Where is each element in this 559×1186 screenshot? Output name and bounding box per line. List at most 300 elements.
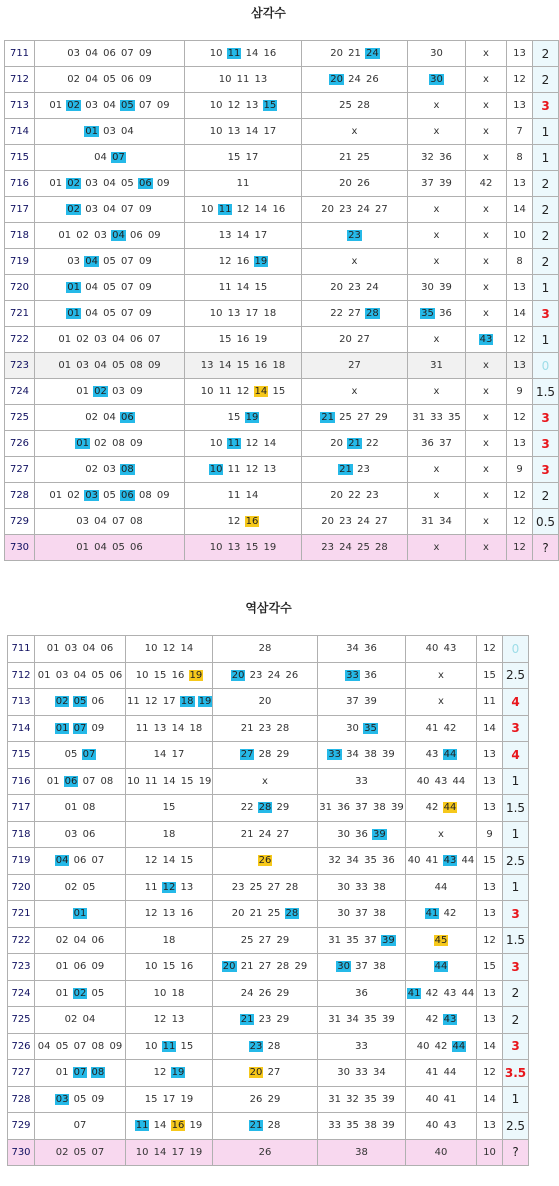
number-group-cell (35, 145, 185, 171)
highlighted-number: 35 (364, 722, 377, 734)
number-group-cell (318, 1113, 406, 1140)
highlighted-number: 24 (366, 48, 379, 59)
number: 31 (328, 1014, 341, 1026)
number-group-cell (466, 275, 507, 301)
table-row (5, 119, 559, 145)
number: 41 (425, 855, 439, 867)
round-number: 726 (8, 1033, 35, 1060)
number: 12 (227, 100, 241, 111)
number-group-cell (35, 1113, 126, 1140)
table-row (5, 431, 559, 457)
count-cell: 8 (507, 249, 533, 275)
number: 19 (189, 1120, 203, 1132)
number: 41 (443, 1093, 457, 1105)
round-number: 719 (5, 249, 35, 275)
number-group-cell (302, 379, 408, 405)
number: 27 (267, 1067, 281, 1079)
round-number: 730 (8, 1139, 35, 1166)
number: 27 (357, 412, 370, 423)
number-group-cell (126, 1086, 213, 1113)
number: 16 (236, 256, 250, 267)
number-group-cell (35, 901, 126, 928)
number: 33 (430, 412, 443, 423)
number: 06 (130, 334, 143, 345)
number: 32 (346, 1093, 359, 1105)
number: 07 (138, 100, 152, 111)
number-group-cell (406, 1007, 477, 1034)
table-row (5, 509, 559, 535)
number: 35 (346, 1120, 359, 1132)
number-group-cell (466, 145, 507, 171)
number: 27 (375, 516, 388, 527)
number-group-cell (302, 301, 408, 327)
number: 07 (121, 282, 134, 293)
number-group-cell (35, 379, 185, 405)
number: 23 (339, 204, 352, 215)
round-number: 719 (8, 848, 35, 875)
number-group-cell (408, 405, 466, 431)
number: x (483, 464, 489, 475)
number-group-cell (302, 431, 408, 457)
number: 04 (85, 48, 98, 59)
table-row (5, 301, 559, 327)
round-number: 728 (5, 483, 35, 509)
number-group-cell (35, 795, 126, 822)
round-number: 721 (5, 301, 35, 327)
table-row (8, 954, 529, 981)
number: 42 (425, 802, 439, 814)
number: x (433, 334, 440, 345)
count-cell: 15 (477, 662, 503, 689)
number-group-cell (35, 67, 185, 93)
number-group-cell (302, 535, 408, 561)
number: 21 (240, 722, 254, 734)
highlighted-number: 01 (76, 438, 89, 449)
round-number: 718 (5, 223, 35, 249)
number: 33 (355, 881, 368, 893)
number-group-cell (213, 768, 318, 795)
number: 23 (348, 282, 361, 293)
highlighted-number: 19 (171, 1067, 185, 1079)
number: 23 (366, 490, 379, 501)
number: 14 (236, 230, 250, 241)
number: 08 (138, 490, 152, 501)
round-number: 729 (8, 1113, 35, 1140)
number-group-cell (466, 93, 507, 119)
number-group-cell (406, 662, 477, 689)
number: x (351, 386, 358, 397)
number: 13 (227, 542, 241, 553)
section-title-triangular: 삼각수 (251, 6, 286, 20)
number: 09 (91, 1093, 105, 1105)
number-group-cell (185, 223, 302, 249)
number-group-cell (35, 223, 185, 249)
number: 09 (130, 438, 143, 449)
number: 07 (121, 204, 134, 215)
number-group-cell (302, 119, 408, 145)
count-cell: 9 (507, 379, 533, 405)
number: 13 (263, 464, 277, 475)
table-row (5, 535, 559, 561)
number-group-cell (126, 1139, 213, 1166)
number-group-cell (35, 1139, 126, 1166)
round-number: 716 (8, 768, 35, 795)
number: 04 (103, 100, 116, 111)
result-cell: 3.5 (503, 1060, 529, 1087)
number-group-cell (185, 41, 302, 67)
number-group-cell (302, 197, 408, 223)
number-group-cell (466, 353, 507, 379)
number: 11 (144, 881, 158, 893)
number: 09 (91, 722, 105, 734)
number: 25 (249, 881, 263, 893)
number: 14 (236, 282, 250, 293)
number: 12 (236, 386, 250, 397)
number-group-cell (213, 742, 318, 769)
highlighted-number: 02 (73, 987, 87, 999)
number: 06 (91, 934, 105, 946)
number: 40 (425, 643, 439, 655)
number: 28 (258, 749, 272, 761)
number: 04 (85, 74, 98, 85)
result-cell: 2 (533, 171, 559, 197)
table-row (8, 821, 529, 848)
number-group-cell (35, 327, 185, 353)
number: 05 (91, 669, 105, 681)
number: 07 (73, 1120, 87, 1132)
number: 40 (425, 1093, 439, 1105)
count-cell: 12 (477, 1060, 503, 1087)
table-row (5, 171, 559, 197)
number-group-cell (213, 689, 318, 716)
number: 09 (109, 1040, 123, 1052)
number-group-cell (302, 171, 408, 197)
count-cell: 12 (507, 535, 533, 561)
result-cell: 4 (503, 742, 529, 769)
number-group-cell (466, 301, 507, 327)
number-group-cell (408, 535, 466, 561)
number: 04 (103, 412, 116, 423)
table-row (8, 742, 529, 769)
number-group-cell (35, 1086, 126, 1113)
number: 37 (346, 696, 359, 708)
number-group-cell (213, 901, 318, 928)
number-group-cell (35, 535, 185, 561)
number-group-cell (185, 457, 302, 483)
number-group-cell (213, 795, 318, 822)
number: 28 (267, 1120, 281, 1132)
number: 25 (240, 934, 254, 946)
number: 04 (94, 360, 107, 371)
number: 38 (373, 881, 386, 893)
table-row (8, 1007, 529, 1034)
number: 24 (366, 282, 379, 293)
number: 42 (425, 987, 439, 999)
result-cell: 1 (533, 275, 559, 301)
highlighted-number: 33 (346, 669, 359, 681)
number: 36 (421, 438, 434, 449)
result-cell: 1 (503, 874, 529, 901)
count-cell: 13 (477, 795, 503, 822)
number: 12 (153, 1014, 167, 1026)
triangular-numbers-table (4, 40, 559, 561)
number: 04 (82, 1014, 96, 1026)
number: 23 (249, 669, 263, 681)
number: 05 (121, 178, 134, 189)
number-group-cell (318, 874, 406, 901)
number: 36 (439, 152, 452, 163)
number-group-cell (466, 41, 507, 67)
number-group-cell (302, 509, 408, 535)
number-group-cell (35, 821, 126, 848)
number-group-cell (318, 715, 406, 742)
number: 05 (112, 360, 125, 371)
number: 05 (64, 749, 78, 761)
number: 02 (64, 881, 78, 893)
number: 07 (73, 1040, 87, 1052)
number: 27 (267, 881, 281, 893)
table-row (5, 93, 559, 119)
number: 20 (339, 178, 352, 189)
number-group-cell (126, 742, 213, 769)
number: 30 (337, 908, 350, 920)
number-group-cell (302, 93, 408, 119)
round-number: 715 (5, 145, 35, 171)
highlighted-number: 14 (254, 386, 268, 397)
number: 01 (58, 230, 72, 241)
count-cell: 13 (477, 768, 503, 795)
table-row (5, 41, 559, 67)
number: 27 (375, 204, 388, 215)
number: 23 (321, 542, 334, 553)
table-row (8, 1086, 529, 1113)
number: 13 (227, 126, 241, 137)
number-group-cell (406, 980, 477, 1007)
table-row (8, 1033, 529, 1060)
number-group-cell (466, 249, 507, 275)
number-group-cell (408, 379, 466, 405)
round-number: 725 (8, 1007, 35, 1034)
number: 14 (171, 722, 185, 734)
number: 34 (346, 749, 359, 761)
number: 31 (319, 802, 333, 814)
number: 38 (373, 961, 386, 973)
number: 44 (443, 1067, 457, 1079)
number-group-cell (406, 848, 477, 875)
highlighted-number: 04 (55, 855, 69, 867)
number: 36 (364, 643, 377, 655)
round-number: 714 (8, 715, 35, 742)
number: 05 (103, 490, 116, 501)
number: 20 (321, 204, 334, 215)
highlighted-number: 07 (73, 722, 87, 734)
number: 13 (218, 230, 232, 241)
number: x (483, 230, 489, 241)
number-group-cell (126, 848, 213, 875)
highlighted-number: 01 (55, 722, 69, 734)
number-group-cell (408, 249, 466, 275)
number: 04 (121, 126, 134, 137)
number-group-cell (408, 327, 466, 353)
number: 11 (218, 282, 232, 293)
number-group-cell (35, 509, 185, 535)
number: 26 (249, 1093, 263, 1105)
number: 42 (479, 178, 493, 189)
number-group-cell (213, 848, 318, 875)
number-group-cell (35, 171, 185, 197)
highlighted-number: 39 (382, 934, 395, 946)
number-group-cell (406, 768, 477, 795)
number: 39 (382, 1120, 395, 1132)
result-cell: 1.5 (503, 795, 529, 822)
table-row (5, 457, 559, 483)
number: 32 (421, 152, 434, 163)
number-group-cell (408, 483, 466, 509)
number-group-cell (408, 171, 466, 197)
count-cell: 12 (477, 636, 503, 663)
number-group-cell (318, 636, 406, 663)
number: 14 (153, 1120, 167, 1132)
number: 02 (76, 230, 89, 241)
number: 11 (227, 490, 241, 501)
number: 34 (346, 1014, 359, 1026)
number: x (483, 74, 489, 85)
number-group-cell (126, 636, 213, 663)
number: 04 (73, 669, 87, 681)
number: x (483, 386, 489, 397)
number: 01 (49, 178, 63, 189)
number: x (433, 542, 440, 553)
number: 06 (130, 230, 143, 241)
table-row (8, 1060, 529, 1087)
result-cell: 2.5 (503, 848, 529, 875)
round-number: 720 (8, 874, 35, 901)
number: 39 (439, 282, 452, 293)
number: 27 (357, 334, 370, 345)
highlighted-number: 11 (135, 1120, 149, 1132)
number: x (483, 126, 489, 137)
number-group-cell (35, 405, 185, 431)
number: 29 (267, 1093, 281, 1105)
round-number: 724 (5, 379, 35, 405)
number: 20 (231, 908, 245, 920)
number: 31 (430, 360, 443, 371)
count-cell: 15 (477, 954, 503, 981)
number-group-cell (408, 67, 466, 93)
table-row (5, 379, 559, 405)
number-group-cell (318, 795, 406, 822)
number: 02 (55, 1146, 69, 1158)
number: 14 (245, 490, 259, 501)
count-cell: 14 (507, 197, 533, 223)
number: 05 (103, 308, 116, 319)
number-group-cell (213, 1007, 318, 1034)
number: 19 (189, 1146, 203, 1158)
number: 14 (254, 204, 268, 215)
number: 12 (144, 908, 158, 920)
number: 04 (94, 152, 107, 163)
number: 27 (276, 828, 290, 840)
highlighted-number: 45 (434, 934, 448, 946)
number-group-cell (406, 636, 477, 663)
number: 24 (348, 74, 361, 85)
number: 01 (64, 802, 78, 814)
count-cell: 9 (507, 457, 533, 483)
number-group-cell (302, 405, 408, 431)
number: 02 (64, 1014, 78, 1026)
count-cell: 13 (477, 901, 503, 928)
number: 12 (245, 464, 259, 475)
highlighted-number: 35 (421, 308, 434, 319)
number: 01 (55, 961, 69, 973)
number-group-cell (35, 848, 126, 875)
number: 17 (171, 1146, 185, 1158)
number: 37 (355, 908, 368, 920)
highlighted-number: 41 (425, 908, 439, 920)
number: 03 (94, 334, 107, 345)
count-cell: 12 (507, 509, 533, 535)
number: 20 (330, 490, 343, 501)
number: 05 (73, 1093, 87, 1105)
highlighted-number: 19 (198, 696, 212, 708)
number: 12 (144, 696, 158, 708)
result-cell: ? (533, 535, 559, 561)
highlighted-number: 33 (328, 749, 341, 761)
highlighted-number: 01 (85, 126, 98, 137)
highlighted-number: 43 (443, 1014, 457, 1026)
number-group-cell (318, 768, 406, 795)
number-group-cell (408, 41, 466, 67)
count-cell: 13 (507, 431, 533, 457)
highlighted-number: 41 (407, 987, 421, 999)
number-group-cell (302, 353, 408, 379)
number: 12 (153, 1067, 167, 1079)
number: 06 (109, 669, 123, 681)
number: 15 (272, 386, 286, 397)
number: 05 (112, 542, 125, 553)
number: 04 (103, 178, 116, 189)
number-group-cell (318, 927, 406, 954)
number: 07 (121, 308, 134, 319)
number: 28 (267, 1040, 281, 1052)
number: 06 (73, 961, 87, 973)
number-group-cell (302, 145, 408, 171)
highlighted-number: 07 (82, 749, 96, 761)
number: 40 (434, 1146, 448, 1158)
table-row (5, 353, 559, 379)
number: 28 (276, 961, 290, 973)
number-group-cell (185, 535, 302, 561)
number: 04 (103, 204, 116, 215)
number: 18 (162, 828, 176, 840)
number: 16 (180, 908, 194, 920)
result-cell: 3 (533, 457, 559, 483)
number: 38 (355, 1146, 368, 1158)
number: 03 (85, 100, 98, 111)
number: 39 (382, 1093, 395, 1105)
number: 11 (144, 775, 158, 787)
table-row (5, 67, 559, 93)
count-cell: 11 (477, 689, 503, 716)
number: 09 (156, 490, 170, 501)
number-group-cell (302, 67, 408, 93)
round-number: 717 (8, 795, 35, 822)
highlighted-number: 39 (373, 828, 386, 840)
number: 21 (348, 48, 361, 59)
number-group-cell (185, 379, 302, 405)
number: 17 (254, 230, 268, 241)
number: 06 (91, 696, 105, 708)
